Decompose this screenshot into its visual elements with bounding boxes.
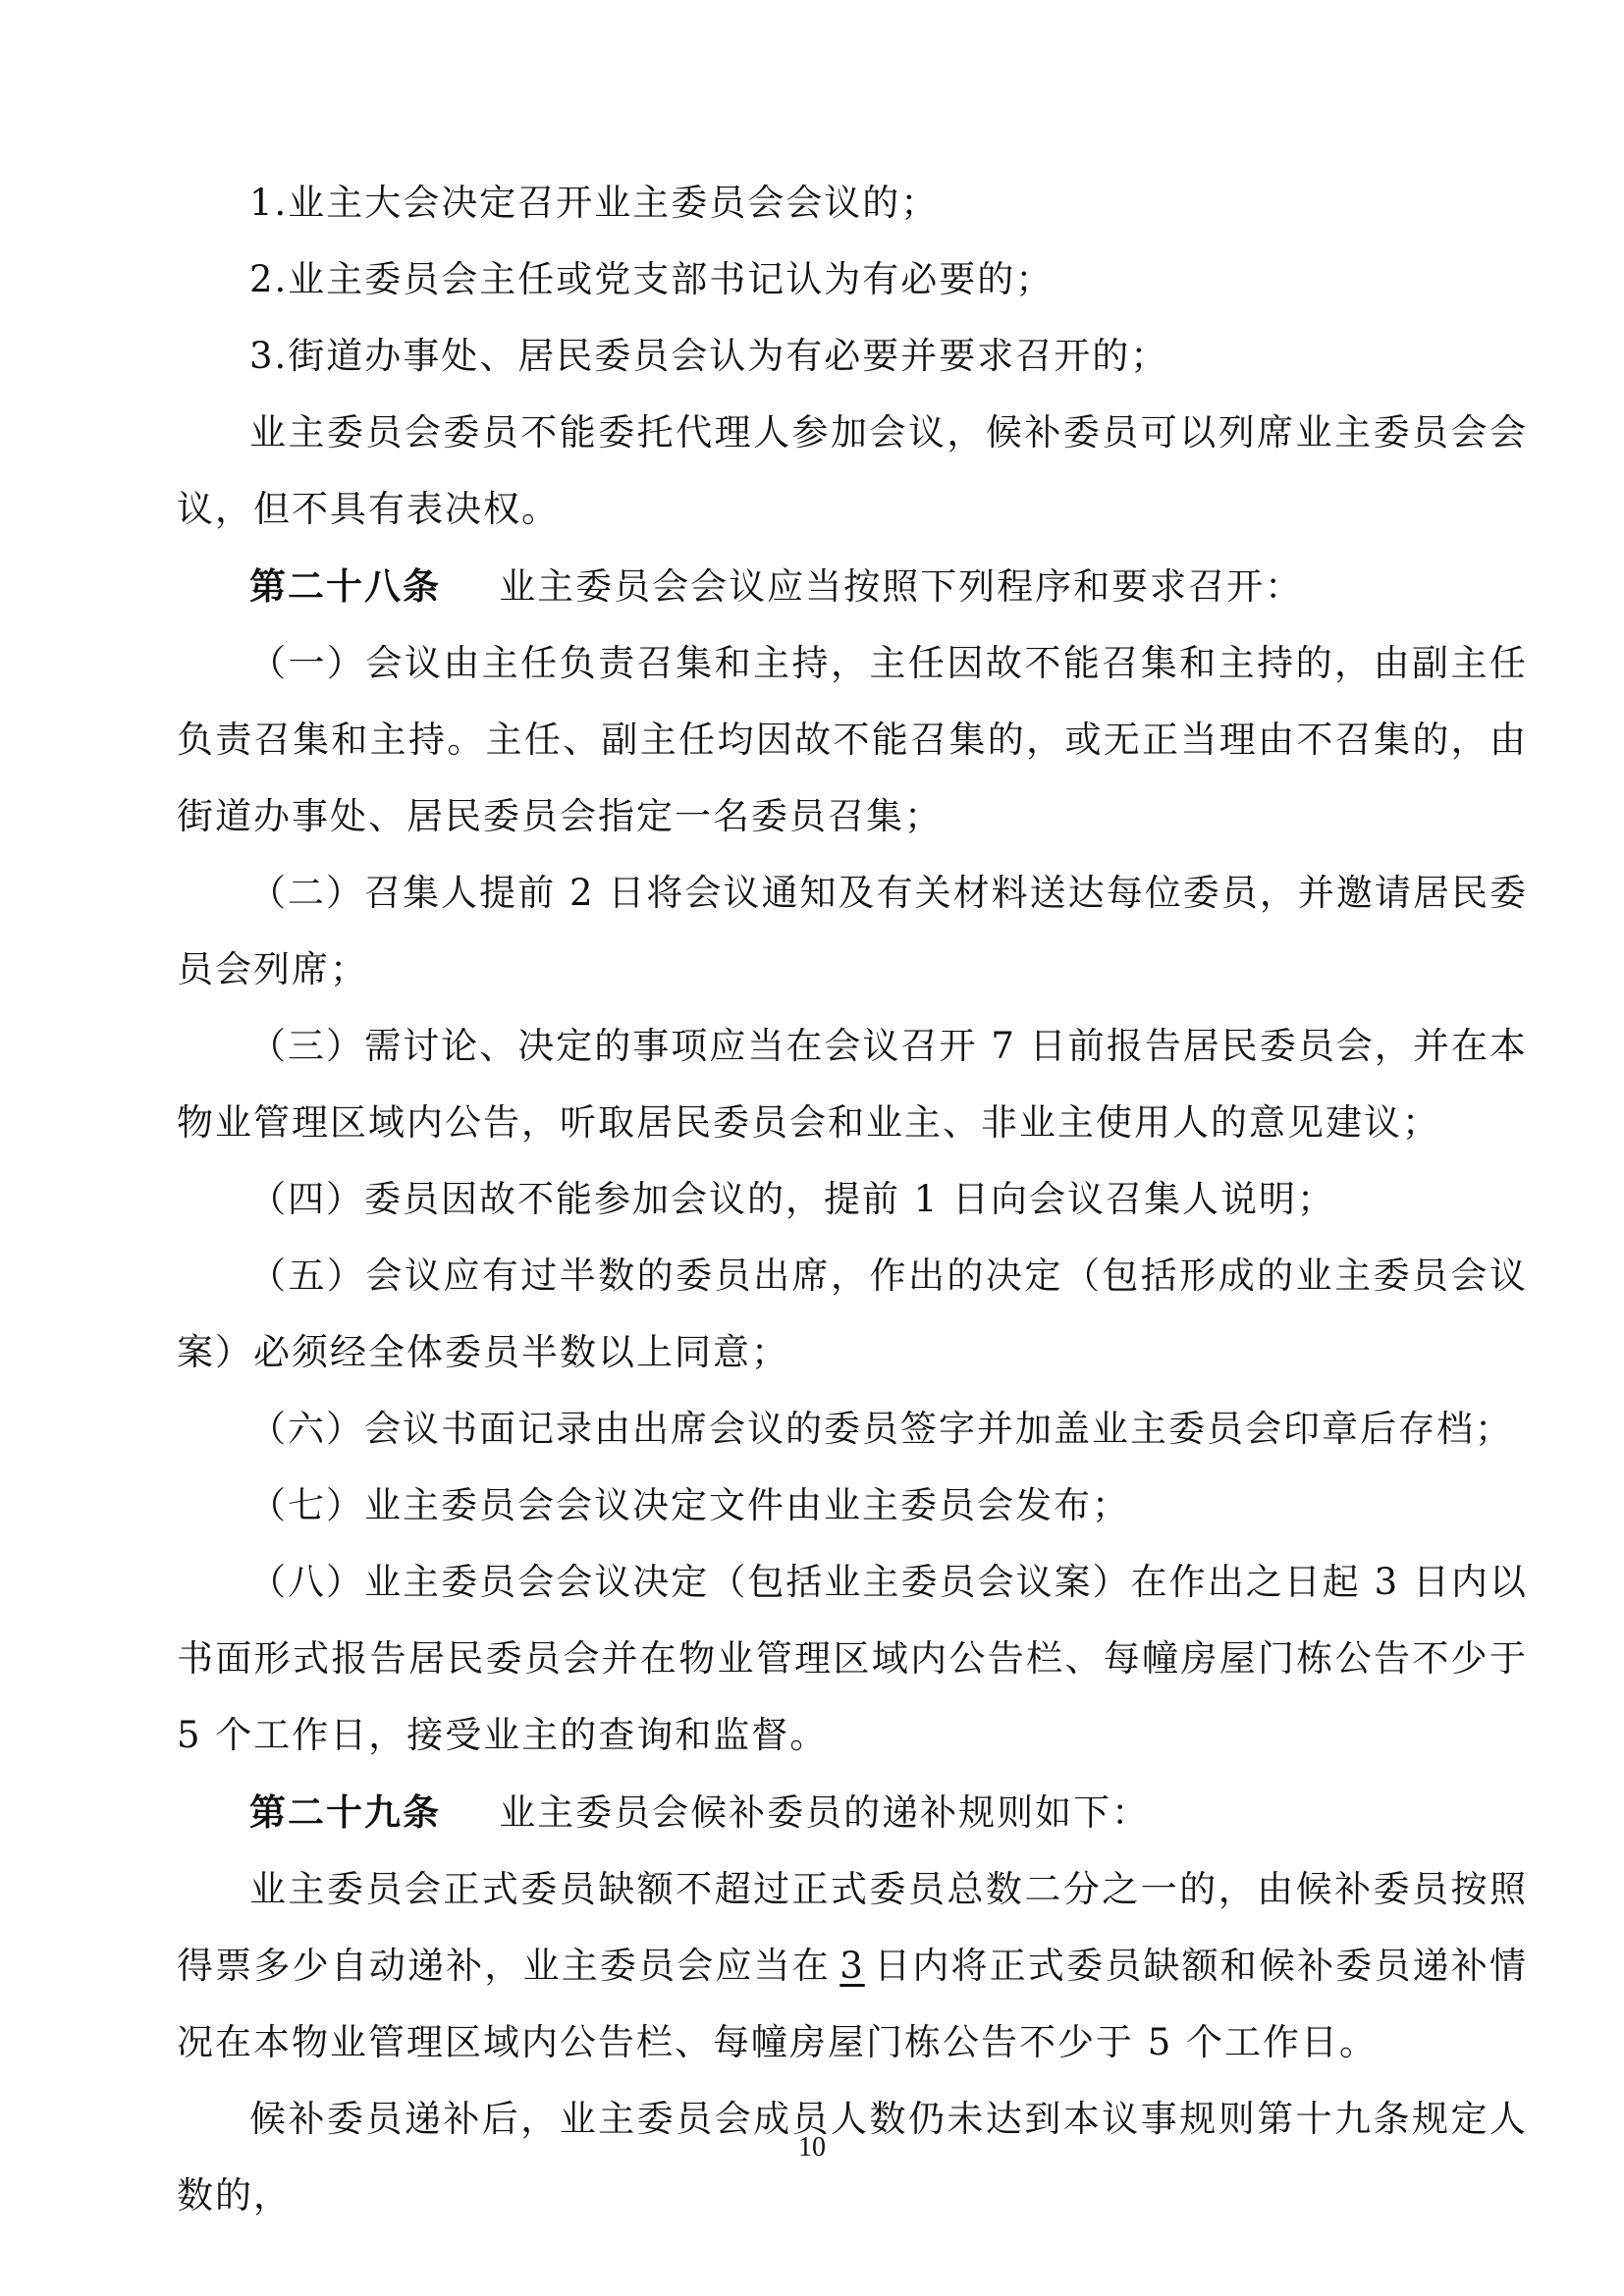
document-body (177, 165, 1528, 2234)
succession-days-underlined: 3 (839, 1945, 865, 1987)
procedure-item-6: （六）会议书面记录由出席会议的委员签字并加盖业主委员会印章后存档； (249, 1408, 1513, 1450)
procedure-item-2: （二）召集人提前 2 日将会议通知及有关材料送达每位委员，并邀请居民委员会列席； (177, 872, 1528, 990)
succession-rule-after: 日内将正式委员缺额和候补委员递补情况在本物业管理区域内公告栏、每幢房屋门栋公告不少于 5 个工作日。 (177, 1945, 1529, 2063)
article-29-heading: 第二十九条 (249, 1790, 441, 1834)
article-28-heading: 第二十八条 (249, 564, 441, 608)
article-28-text: 业主委员会会议应当按照下列程序和要求召开： (499, 565, 1304, 608)
procedure-item-5: （五）会议应有过半数的委员出席，作出的决定（包括形成的业主委员会议案）必须经全体委员半数以上同意； (177, 1255, 1528, 1373)
article-28 (177, 548, 1528, 625)
paragraph-item-3: 3.街道办事处、居民委员会认为有必要并要求召开的； (249, 335, 1169, 377)
article-29 (177, 1774, 1528, 1851)
procedure-item-3: （三）需讨论、决定的事项应当在会议召开 7 日前报告居民委员会，并在本物业管理区域内公告，听取居民委员会和业主、非业主使用人的意见建议； (177, 1025, 1528, 1144)
paragraph-item-2: 2.业主委员会主任或党支部书记认为有必要的； (249, 258, 1055, 300)
paragraph-proxy-rule: 业主委员会委员不能委托代理人参加会议，候补委员可以列席业主委员会会议，但不具有表决权。 (177, 411, 1528, 530)
paragraph-item-1: 1.业主大会决定召开业主委员会会议的； (249, 182, 940, 224)
paragraph-succession-rule (177, 1851, 1528, 2081)
article-29-text: 业主委员会候补委员的递补规则如下： (499, 1791, 1151, 1834)
procedure-item-7: （七）业主委员会会议决定文件由业主委员会发布； (249, 1484, 1130, 1526)
page-number: 10 (798, 2132, 826, 2163)
procedure-item-1: （一）会议由主任负责召集和主持，主任因故不能召集和主持的，由副主任负责召集和主持。主任、副主任均因故不能召集的，或无正当理由不召集的，由街道办事处、居民委员会指定一名委员召集； (177, 642, 1528, 837)
paragraph-continued: 候补委员递补后，业主委员会成员人数仍未达到本议事规则第十九条规定人数的， (177, 2098, 1528, 2216)
succession-rule-before: 业主委员会正式委员缺额不超过正式委员总数二分之一的，由候补委员按照得票多少自动递补，业主委员会应当在 (177, 1868, 1528, 1987)
procedure-item-4: （四）委员因故不能参加会议的，提前 1 日向会议召集人说明； (249, 1178, 1336, 1220)
procedure-item-8: （八）业主委员会会议决定（包括业主委员会议案）在作出之日起 3 日内以书面形式报告居民委员会并在物业管理区域内公告栏、每幢房屋门栋公告不少于 5 个工作日，接受业主的查询和监督。 (177, 1561, 1528, 1756)
